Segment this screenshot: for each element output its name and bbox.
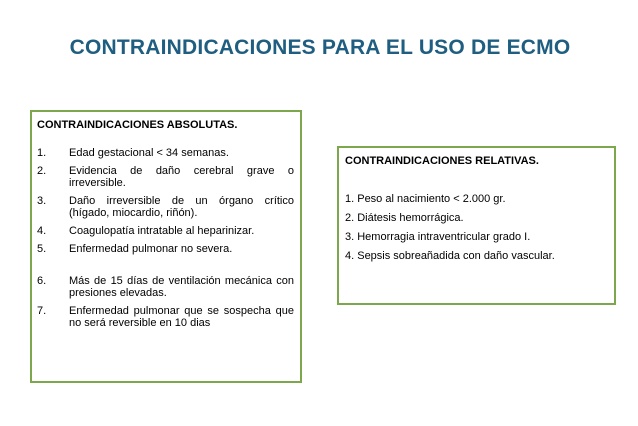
item-number: 6. bbox=[37, 275, 47, 287]
list-item bbox=[37, 243, 294, 255]
list-item bbox=[37, 275, 294, 299]
item-text: Coagulopatía intratable al heparinizar. bbox=[69, 225, 255, 237]
item-text: Evidencia de daño cerebral grave o irreversible. bbox=[69, 165, 294, 189]
relative-list bbox=[345, 192, 608, 263]
absolute-heading: CONTRAINDICACIONES ABSOLUTAS. bbox=[37, 119, 238, 131]
item-text: Más de 15 días de ventilación mecánica con presiones elevadas. bbox=[69, 275, 294, 299]
absolute-list bbox=[37, 147, 294, 329]
relative-heading: CONTRAINDICACIONES RELATIVAS. bbox=[345, 155, 539, 167]
relative-contraindications-box bbox=[337, 146, 616, 305]
list-item: 4. Sepsis sobreañadida con daño vascular. bbox=[345, 250, 555, 262]
list-item bbox=[37, 165, 294, 189]
item-text: Enfermedad pulmonar que se sospecha que no será reversible en 10 dias bbox=[69, 305, 294, 329]
list-item bbox=[37, 147, 294, 159]
item-number: 7. bbox=[37, 305, 47, 317]
absolute-contraindications-box bbox=[30, 110, 302, 383]
list-item bbox=[37, 305, 294, 329]
slide-title: CONTRAINDICACIONES PARA EL USO DE ECMO bbox=[69, 36, 571, 59]
item-number: 4. bbox=[37, 225, 47, 237]
list-item: 1. Peso al nacimiento < 2.000 gr. bbox=[345, 193, 506, 205]
item-text: Edad gestacional < 34 semanas. bbox=[69, 147, 229, 159]
item-number: 5. bbox=[37, 243, 47, 255]
item-number: 3. bbox=[37, 195, 47, 207]
list-item: 2. Diátesis hemorrágica. bbox=[345, 212, 464, 224]
item-number: 1. bbox=[37, 147, 47, 159]
item-text: Enfermedad pulmonar no severa. bbox=[69, 243, 233, 255]
item-text: Daño irreversible de un órgano crítico (hígado, miocardio, riñón). bbox=[69, 195, 294, 219]
list-item bbox=[37, 225, 294, 237]
list-item: 3. Hemorragia intraventricular grado I. bbox=[345, 231, 531, 243]
item-number: 2. bbox=[37, 165, 47, 177]
list-item bbox=[37, 195, 294, 219]
